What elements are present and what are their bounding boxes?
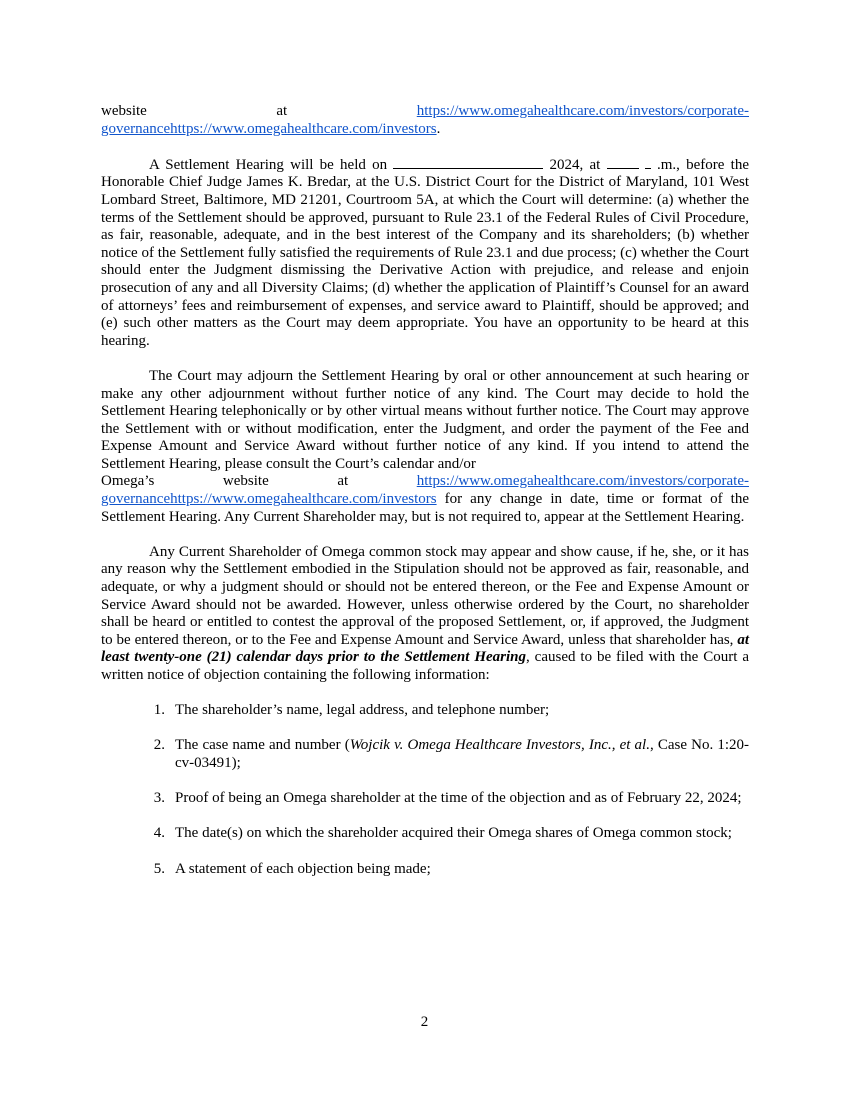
document-page xyxy=(101,103,749,896)
omega-governance-link-part2[interactable]: governancehttps://www.omegahealthcare.com/investors xyxy=(101,491,437,508)
deadline-emphasis: at least twenty-one (21) calendar days prior to the Settlement Hearing xyxy=(101,631,749,666)
list-item: 5. A statement of each objection being made; xyxy=(153,860,431,877)
objection-paragraph: Any Current Shareholder of Omega common stock may appear and show cause, if he, she, or it has any reason why the Settlement embodied in the Stipulation should not be approved as fair, reasonable, and adequate, or why a judgment should or should not be entered thereon, or the Fee and Expense Amount or Service Award should not be awarded. However, unless otherwise ordered by the Court, no shareholder shall be heard or entitled to contest the approval of the proposed Settlement, or, if approved, the Judgment to be entered thereon, or to the Fee and Expense Amount and Service Award, unless that shareholder has, at least twenty-one (21) calendar days prior to the Settlement Hearing, caused to be filed with the Court a written notice of objection containing the following information: xyxy=(101,543,749,683)
omega-governance-link-part2[interactable]: governancehttps://www.omegahealthcare.com/investors xyxy=(101,120,437,137)
adjournment-paragraph: The Court may adjourn the Settlement Hearing by oral or other announcement at such hearing or make any other adjournment without further notice of any kind. The Court may decide to hold the Settlement Hearing telephonically or by other virtual means without further notice. The Court may approve the Settlement with or without modification, enter the Judgment, and order the payment of the Fee and Expense Amount and Service Award without further notice of any kind. If you intend to attend the Settlement Hearing, please consult the Court’s calendar and/or xyxy=(101,367,749,472)
hearing-time-blank xyxy=(607,156,639,169)
list-item: 3. Proof of being an Omega shareholder at the time of the objection and as of February 22, 2024; xyxy=(153,790,742,807)
settlement-hearing-paragraph: A Settlement Hearing will be held on 2024, at .m., before the Honorable Chief Judge James K. Bredar, at the U.S. District Court for the District of Maryland, 101 West Lombard Street, Baltimore, MD 21201, Courtroom 5A, at which the Court will determine: (a) whether the terms of the Settlement should be approved, pursuant to Rule 23.1 of the Federal Rules of Civil Procedure, as fair, reasonable, adequate, and in the best interest of the Company and its shareholders; (b) whether notice of the Settlement fully satisfied the requirements of Rule 23.1 and due process; (c) whether the Court should enter the Judgment dismissing the Derivative Action with prejudice, and release and enjoin prosecution of any and all Diversity Claims; (d) whether the application of Plaintiff’s Counsel for an award of attorneys’ fees and reimbursement of expenses, and service award to Plaintiff, should be approved; and (e) such other matters as the Court may deem appropriate. You have an opportunity to be heard at this hearing. xyxy=(101,156,749,349)
omega-governance-link-part1[interactable]: https://www.omegahealthcare.com/investors/corporate- xyxy=(416,103,749,119)
list-item: 2. The case name and number (Wojcik v. Omega Healthcare Investors, Inc., et al., Case No. 1:20-cv-03491); xyxy=(153,737,749,771)
page-number: 2 xyxy=(420,1014,429,1030)
intro-word-website: website xyxy=(101,103,147,119)
intro-line xyxy=(101,103,749,121)
omega-governance-link-part1[interactable]: https://www.omegahealthcare.com/investors/corporate- xyxy=(416,473,749,490)
intro-word-at: at xyxy=(276,103,288,119)
hearing-date-blank xyxy=(393,156,543,169)
objection-requirements-list xyxy=(101,702,749,878)
adjournment-paragraph-end: governancehttps://www.omegahealthcare.com/investors for any change in date, time or format of the Settlement Hearing. Any Current Shareholder may, but is not required to, appear at the Settlement Hearing. xyxy=(101,491,749,525)
case-name: Wojcik v. Omega Healthcare Investors, Inc., et al. xyxy=(349,737,650,754)
adjournment-link-line: Omega’s website at https://www.omegahealthcare.com/investors/corporate- xyxy=(101,473,749,490)
intro-line-2: governancehttps://www.omegahealthcare.com/investors. xyxy=(101,120,441,137)
list-item: 4. The date(s) on which the shareholder acquired their Omega shares of Omega common stock; xyxy=(153,825,732,842)
list-item: 1. The shareholder’s name, legal address, and telephone number; xyxy=(153,702,550,719)
